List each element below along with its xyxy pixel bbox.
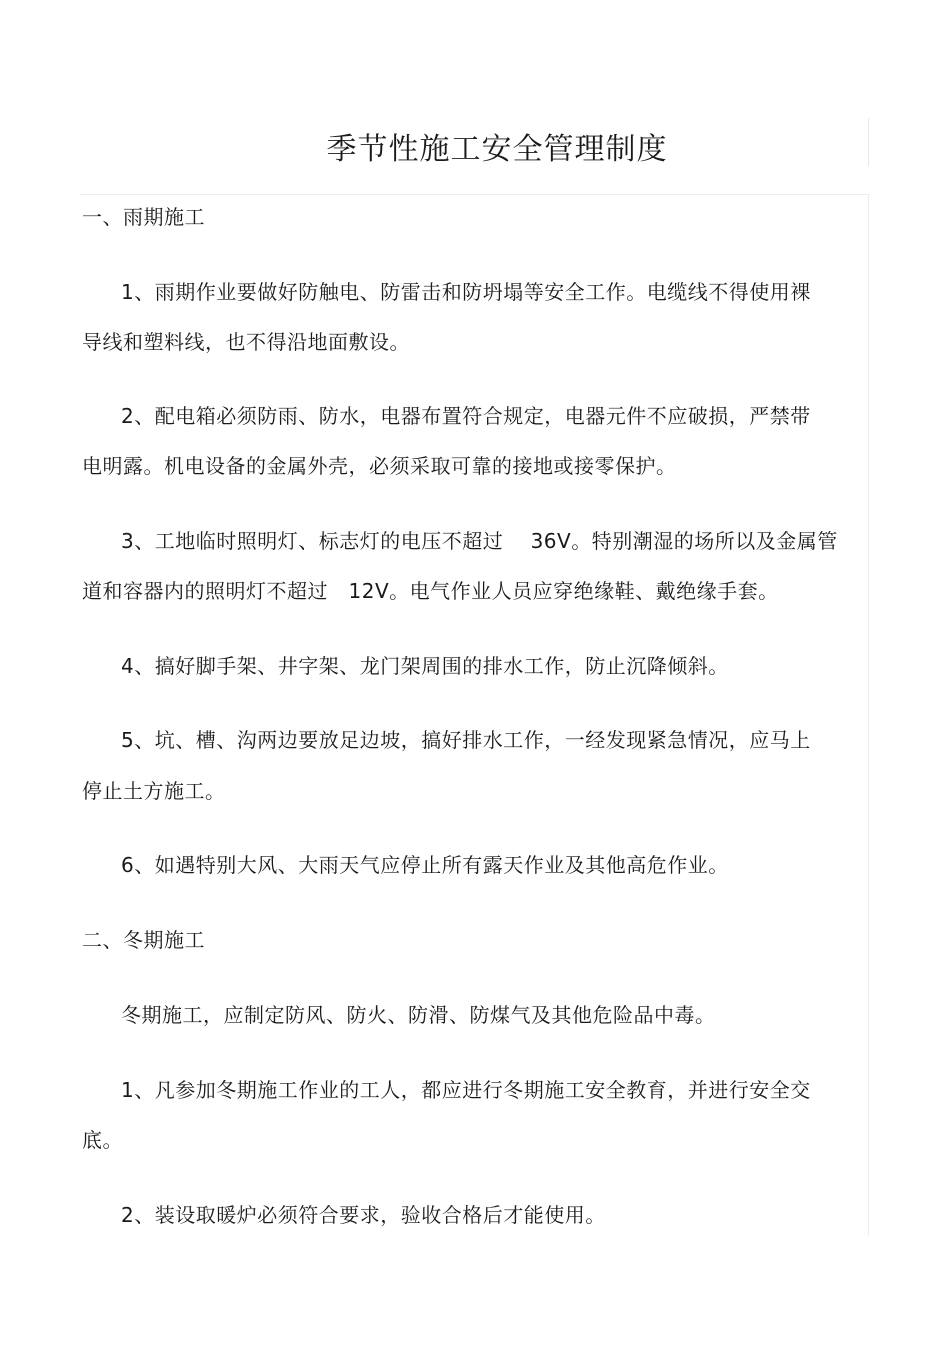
divider-vertical-right [868, 194, 869, 1236]
rainy-item-1-line-2: 导线和塑料线，也不得沿地面敷设。 [82, 330, 410, 354]
winter-item-2: 2、装设取暖炉必须符合要求，验收合格后才能使用。 [121, 1203, 606, 1227]
section-heading-winter: 二、冬期施工 [82, 928, 205, 952]
divider-horizontal [80, 194, 870, 195]
rainy-item-3-line-2: 道和容器内的照明灯不超过 12V。电气作业人员应穿绝缘鞋、戴绝缘手套。 [82, 579, 779, 603]
rainy-item-5-line-2: 停止土方施工。 [82, 779, 226, 803]
winter-item-1-line-2: 底。 [82, 1128, 123, 1152]
section-heading-rainy: 一、雨期施工 [82, 205, 205, 229]
page-title: 季节性施工安全管理制度 [326, 132, 668, 167]
rainy-item-3-line-1: 3、工地临时照明灯、标志灯的电压不超过 36V。特别潮湿的场所以及金属管 [121, 529, 838, 553]
rainy-item-1-line-1: 1、雨期作业要做好防触电、防雷击和防坍塌等安全工作。电缆线不得使用裸 [121, 280, 811, 304]
rainy-item-5-line-1: 5、坑、槽、沟两边要放足边坡，搞好排水工作，一经发现紧急情况，应马上 [121, 728, 811, 752]
winter-item-1-line-1: 1、凡参加冬期施工作业的工人，都应进行冬期施工安全教育，并进行安全交 [121, 1078, 811, 1102]
winter-intro: 冬期施工，应制定防风、防火、防滑、防煤气及其他危险品中毒。 [121, 1003, 716, 1027]
rainy-item-6: 6、如遇特别大风、大雨天气应停止所有露天作业及其他高危作业。 [121, 853, 729, 877]
rainy-item-2-line-1: 2、配电箱必须防雨、防水，电器布置符合规定，电器元件不应破损，严禁带 [121, 404, 811, 428]
rainy-item-4: 4、搞好脚手架、井字架、龙门架周围的排水工作，防止沉降倾斜。 [121, 654, 729, 678]
rainy-item-2-line-2: 电明露。机电设备的金属外壳，必须采取可靠的接地或接零保护。 [82, 454, 677, 478]
